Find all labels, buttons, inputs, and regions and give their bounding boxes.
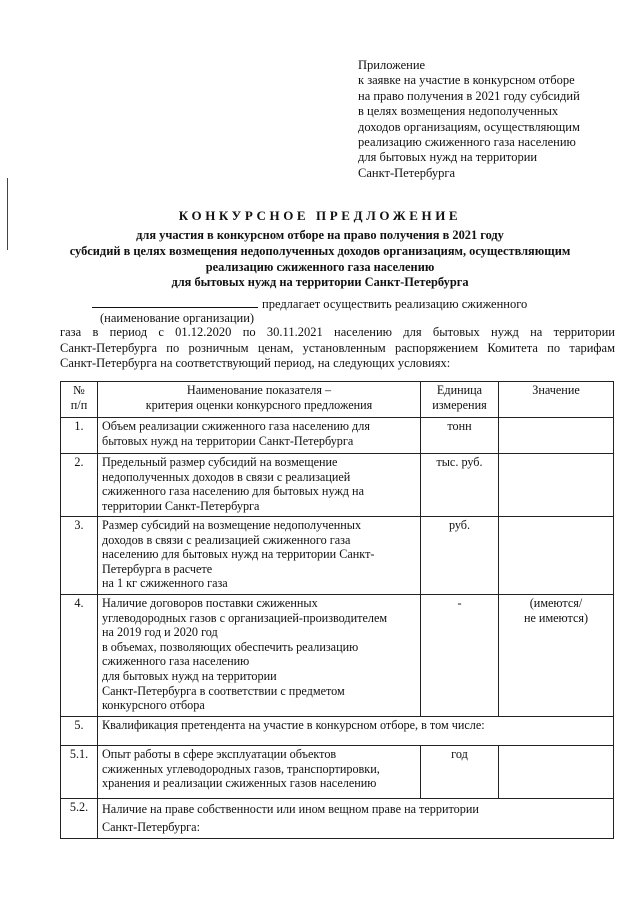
header-number [61, 382, 98, 418]
title-line: субсидий в целях возмещения недополученных доходов организациям, осуществляющим [69, 243, 571, 258]
criterion-line: бытовых нужд на территории Санкт-Петербурга [102, 433, 354, 448]
row-criterion-span [98, 799, 614, 839]
appendix-line: Санкт-Петербурга [358, 165, 456, 180]
criterion-line: Петербурга в расчете [102, 561, 213, 576]
header-unit [421, 382, 499, 418]
organization-name-blank [92, 296, 258, 308]
header-line: Единица [436, 383, 483, 397]
row-unit: тыс. руб. [421, 454, 499, 517]
title-line: реализацию сжиженного газа населению [205, 259, 435, 274]
title-line: для участия в конкурсном отборе на право получения в 2021 году [136, 228, 504, 242]
criterion-line: Опыт работы в сфере эксплуатации объектов [102, 747, 337, 761]
intro-line: Санкт-Петербурга по розничным ценам, установленным распоряжением Комитета по тарифам [60, 340, 615, 355]
appendix-line: для бытовых нужд на территории [358, 150, 538, 165]
criterion-line: хранения и реализации сжиженных газов населению [102, 776, 377, 791]
criterion-line: недополученных доходов в связи с реализацией [102, 469, 351, 484]
row-criterion [98, 418, 421, 454]
row-criterion [98, 595, 421, 717]
criterion-line: Наличие на праве собственности или ином вещном праве на территории [102, 802, 479, 816]
criterion-line: Санкт-Петербурга в соответствии с предметом [102, 683, 345, 698]
intro-line: Санкт-Петербурга на соответствующий период, на следующих условиях: [60, 356, 451, 371]
criterion-line: углеводородных газов с организацией-производителем [102, 610, 388, 625]
criterion-line: Наличие договоров поставки сжиженных [102, 596, 318, 610]
value-line: не имеются) [523, 610, 589, 625]
row-unit: год [421, 746, 499, 799]
table-row [61, 595, 614, 717]
row-criterion [98, 746, 421, 799]
appendix-block [358, 58, 580, 181]
organization-line [92, 296, 527, 312]
criterion-line: доходов в связи с реализацией сжиженного газа [102, 532, 351, 547]
offer-text: предлагает осуществить реализацию сжиженного [262, 297, 528, 311]
row-unit: - [421, 595, 499, 717]
row-value[interactable] [499, 418, 614, 454]
appendix-line: на право получения в 2021 году субсидий [358, 88, 580, 103]
title-main: КОНКУРСНОЕ ПРЕДЛОЖЕНИЕ [178, 208, 462, 223]
criterion-line: конкурсного отбора [102, 698, 205, 713]
table-header-row [61, 382, 614, 418]
intro-paragraph [60, 325, 615, 372]
row-value[interactable] [499, 517, 614, 595]
criterion-line: на 2019 год и 2020 год [102, 625, 218, 640]
value-line: (имеются/ [529, 596, 583, 610]
organization-caption: (наименование организации) [100, 311, 255, 325]
row-value[interactable] [499, 746, 614, 799]
row-value[interactable] [499, 454, 614, 517]
row-number: 4. [61, 595, 98, 717]
title-line: для бытовых нужд на территории Санкт-Петербурга [171, 275, 469, 290]
table-row [61, 717, 614, 746]
criterion-line: сжиженных углеводородных газов, транспортировки, [102, 761, 380, 776]
table-row [61, 799, 614, 839]
margin-mark [7, 178, 8, 250]
criterion-line: сжиженного газа населению [102, 654, 250, 669]
header-line: измерения [432, 397, 487, 412]
table-row [61, 517, 614, 595]
criterion-line: в объемах, позволяющих обеспечить реализацию [102, 639, 359, 654]
criterion-line: населению для бытовых нужд на территории Санкт- [102, 547, 375, 562]
appendix-line: Приложение [358, 58, 426, 72]
conditions-table [60, 381, 614, 839]
row-criterion [98, 454, 421, 517]
document-title [40, 208, 600, 291]
appendix-line: реализацию сжиженного газа населению [358, 135, 576, 150]
header-line: № [73, 383, 85, 397]
header-criterion [98, 382, 421, 418]
table-row [61, 746, 614, 799]
row-number: 5. [61, 717, 98, 746]
criterion-line: Размер субсидий на возмещение недополученных [102, 518, 362, 532]
appendix-line: в целях возмещения недополученных [358, 104, 559, 119]
row-number: 3. [61, 517, 98, 595]
criterion-line: Санкт-Петербурга: [102, 820, 200, 834]
row-number: 5.2. [61, 799, 98, 839]
header-line: Наименование показателя – [186, 383, 332, 397]
row-criterion [98, 517, 421, 595]
row-number: 2. [61, 454, 98, 517]
criterion-line: сжиженного газа населению для бытовых нужд на [102, 484, 364, 499]
header-value: Значение [499, 382, 614, 418]
table-row [61, 418, 614, 454]
row-criterion-span: Квалификация претендента на участие в конкурсном отборе, в том числе: [98, 717, 614, 746]
row-number: 5.1. [61, 746, 98, 799]
criterion-line: территории Санкт-Петербурга [102, 498, 260, 513]
appendix-line: к заявке на участие в конкурсном отборе [358, 73, 575, 88]
row-unit: руб. [421, 517, 499, 595]
criterion-line: Объем реализации сжиженного газа населению для [102, 419, 370, 433]
criterion-line: для бытовых нужд на территории [102, 668, 277, 683]
header-line: критерия оценки конкурсного предложения [145, 397, 373, 412]
table-row [61, 454, 614, 517]
appendix-line: доходов организациям, осуществляющим [358, 119, 580, 134]
criterion-line: на 1 кг сжиженного газа [102, 576, 228, 591]
row-value[interactable] [499, 595, 614, 717]
row-number: 1. [61, 418, 98, 454]
row-unit: тонн [421, 418, 499, 454]
header-line: п/п [70, 397, 88, 412]
criterion-line: Предельный размер субсидий на возмещение [102, 455, 338, 469]
intro-line: газа в период с 01.12.2020 по 30.11.2021 населению для бытовых нужд на территории [60, 325, 615, 339]
